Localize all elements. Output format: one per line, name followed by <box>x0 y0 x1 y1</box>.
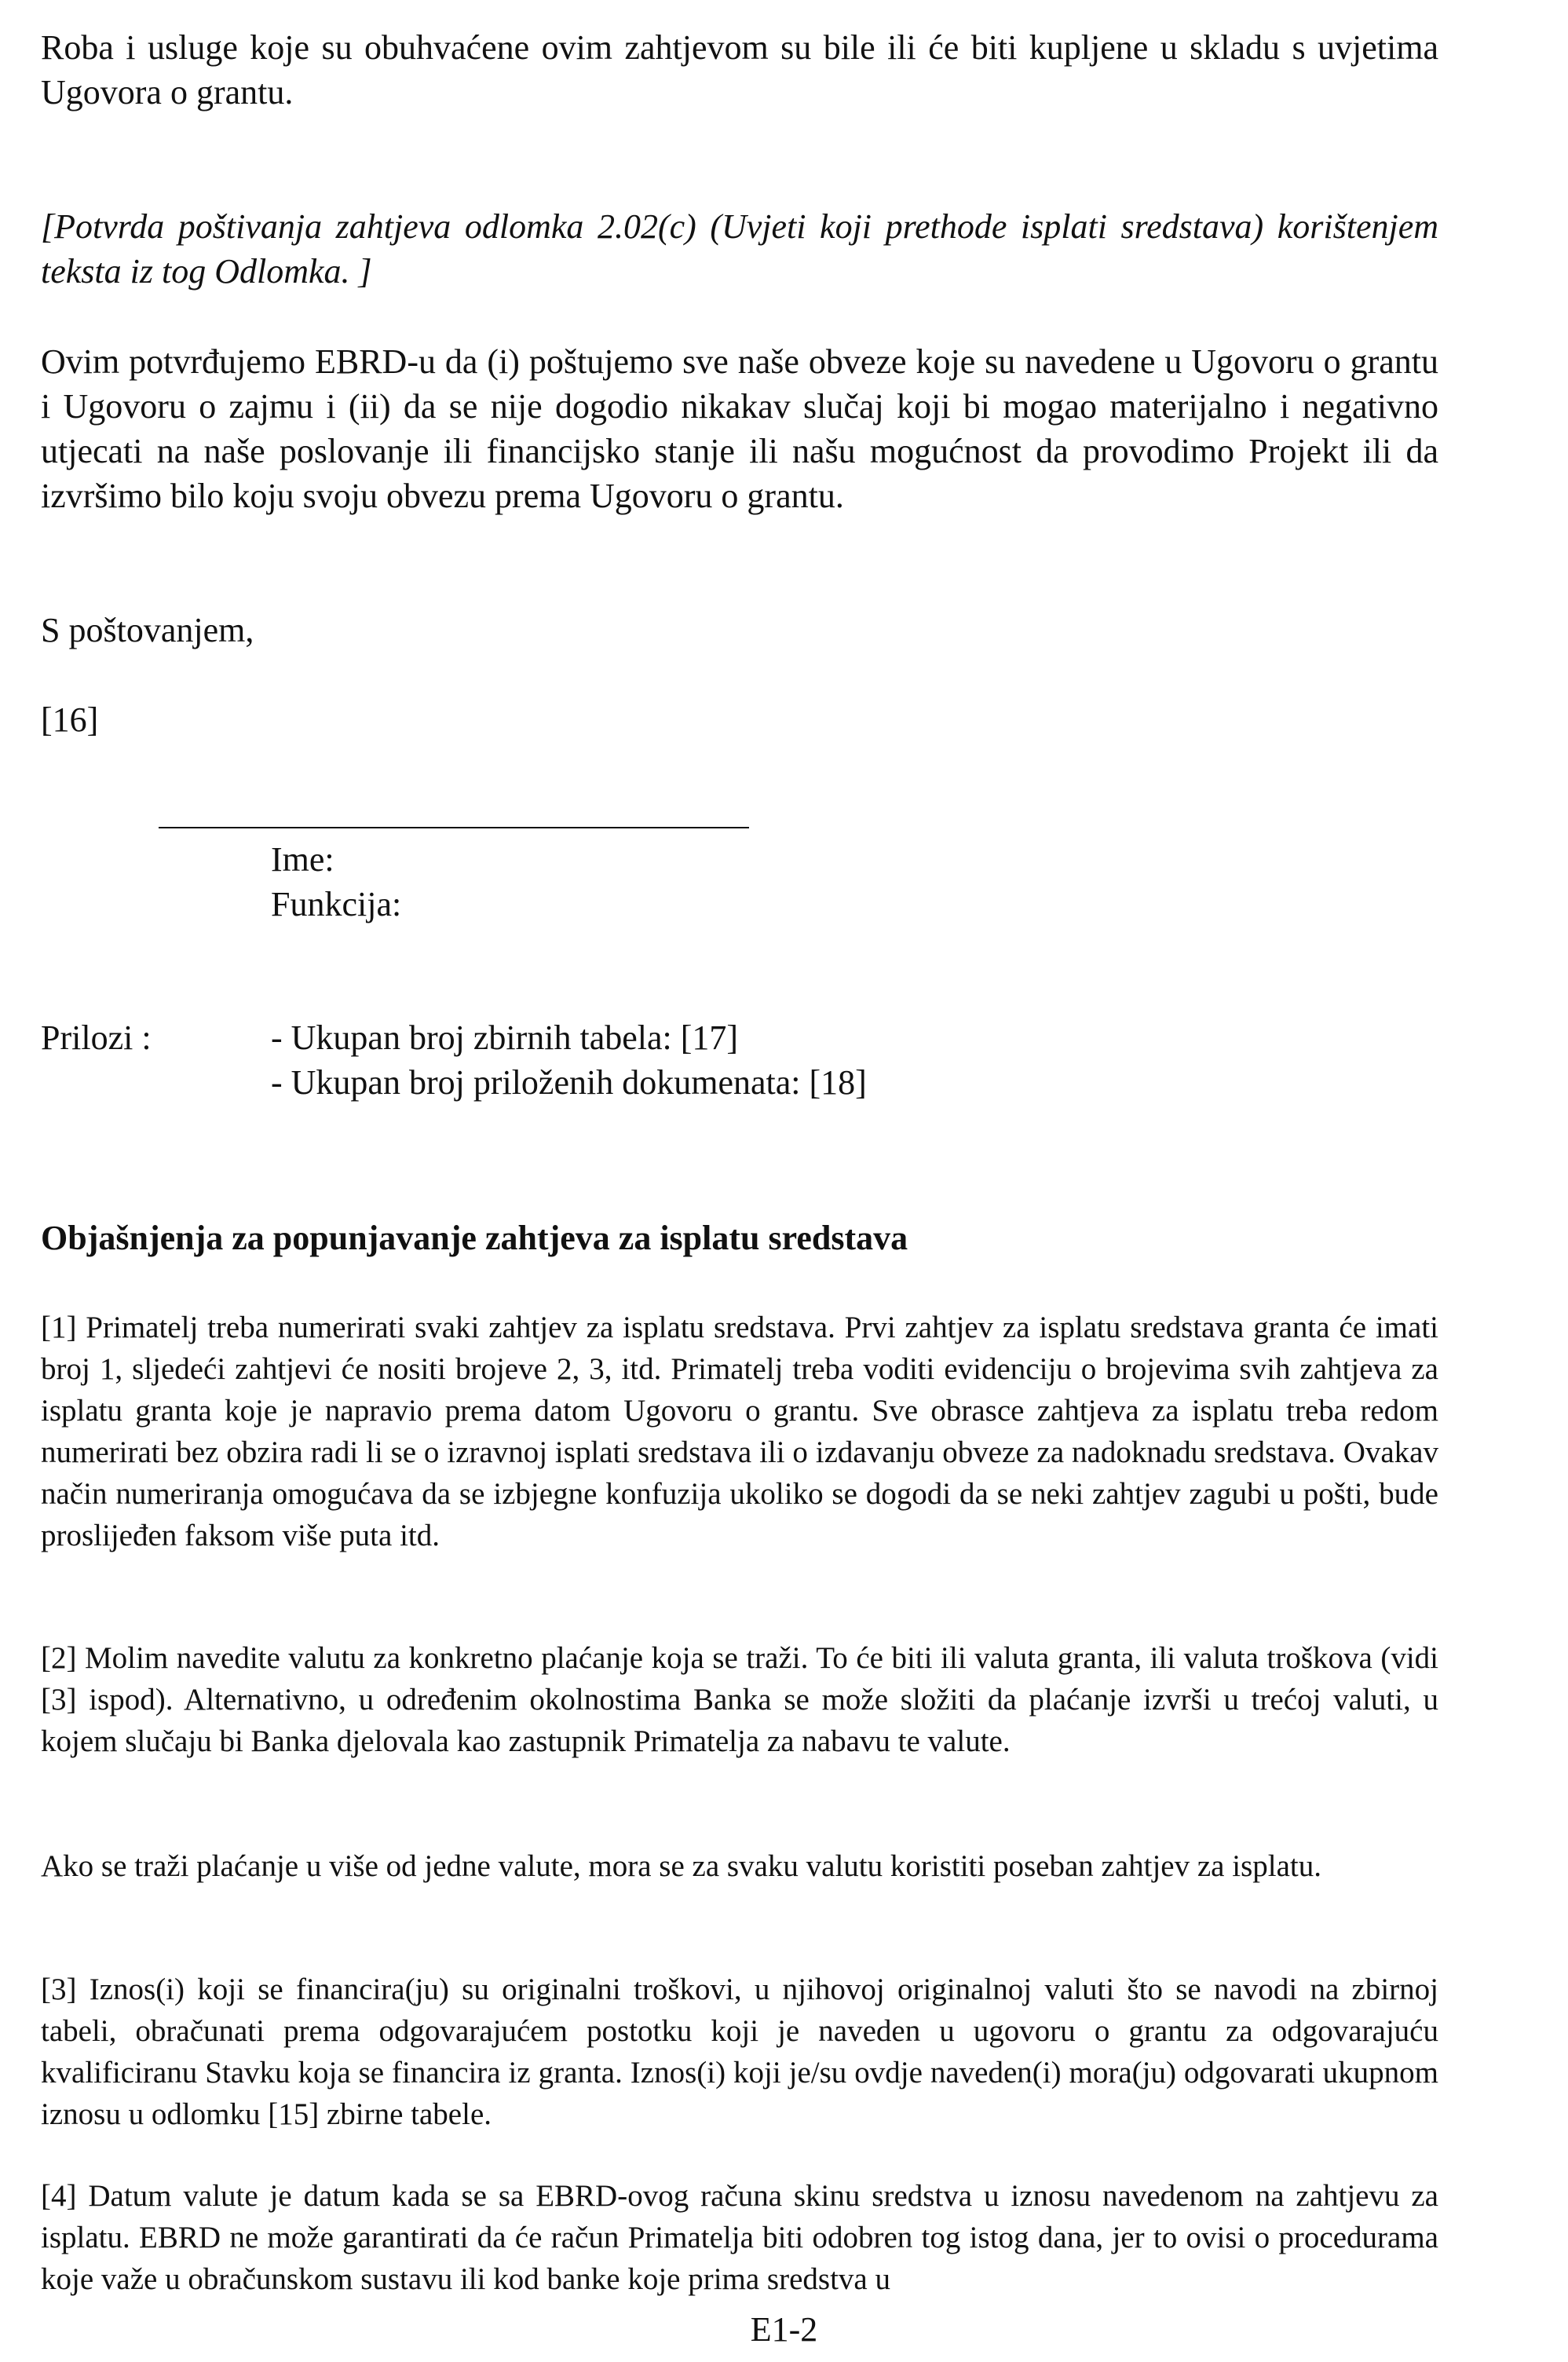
name-label: Ime: <box>271 840 334 879</box>
note-2-multiple-currencies: Ako se traži plaćanje u više od jedne valute, mora se za svaku valutu koristiti poseban zahtjev za isplatu. <box>41 1849 1321 1883</box>
section-heading: Objašnjenja za popunjavanje zahtjeva za isplatu sredstava <box>41 1219 908 1257</box>
reference-16: [16] <box>41 700 99 739</box>
note-3: [3] Iznos(i) koji se financira(ju) su originalni troškovi, u njihovoj originalnoj valuti što se navodi na zbirnoj tabeli, obračunati prema odgovarajućem postotku koji je naveden u ugovoru o grantu za odgovarajuću kvalificiranu Stavku koja se financira iz granta. Iznos(i) koji je/su ovdje naveden(i) mora(ju) odgovarati ukupnom iznosu u odlomku [15] zbirne tabele. <box>41 1973 1438 2131</box>
note-1: [1] Primatelj treba numerirati svaki zahtjev za isplatu sredstava. Prvi zahtjev za isplatu sredstava granta će imati broj 1, sljedeći zahtjevi će nositi brojeve 2, 3, itd. Primatelj treba voditi evidenciju o brojevima svih zahtjeva za isplatu granta koje je napravio prema datom Ugovoru o grantu. Sve obrasce zahtjeva za isplatu treba redom numerirati bez obzira radi li se o izravnoj isplati sredstava ili o izdavanju obveze za nadoknadu sredstava. Ovakav način numeriranja omogućava da se izbjegne konfuzija ukoliko se dogodi da se neki zahtjev zagubi u pošti, bude proslijeđen faksom više puta itd. <box>41 1311 1438 1552</box>
attachments-label: Prilozi : <box>41 1018 152 1057</box>
attachment-item-documents: - Ukupan broj priloženih dokumenata: [18] <box>271 1063 867 1102</box>
paragraph-goods-services: Roba i usluge koje su obuhvaćene ovim zahtjevom su bile ili će biti kupljene u skladu s uvjetima Ugovora o grantu. <box>41 28 1438 112</box>
attachment-item-summary-tables: - Ukupan broj zbirnih tabela: [17] <box>271 1018 739 1057</box>
signature-line <box>159 827 749 828</box>
note-4: [4] Datum valute je datum kada se sa EBRD-ovog računa skinu sredstva u iznosu navedenom na zahtjevu za isplatu. EBRD ne može garantirati da će račun Primatelja biti odobren tog istog dana, jer to ovisi o procedurama koje važe u obračunskom sustavu ili kod banke koje prima sredstva u <box>41 2179 1438 2296</box>
closing-salutation: S poštovanjem, <box>41 611 254 649</box>
function-label: Funkcija: <box>271 885 402 923</box>
note-2: [2] Molim navedite valutu za konkretno plaćanje koja se traži. To će biti ili valuta granta, ili valuta troškova (vidi [3] ispod). Alternativno, u određenim okolnostima Banka se može složiti da plaćanje izvrši u trećoj valuti, u kojem slučaju bi Banka djelovala kao zastupnik Primatelja za nabavu te valute. <box>41 1641 1438 1758</box>
paragraph-confirmation: Ovim potvrđujemo EBRD-u da (i) poštujemo sve naše obveze koje su navedene u Ugovoru o grantu i Ugovoru o zajmu i (ii) da se nije dogodio nikakav slučaj koji bi mogao materijalno i negativno utjecati na naše poslovanje ili financijsko stanje ili našu mogućnost da provodimo Projekt ili da izvršimo bilo koju svoju obvezu prema Ugovoru o grantu. <box>41 342 1438 515</box>
paragraph-confirmation-instruction: [Potvrda poštivanja zahtjeva odlomka 2.02(c) (Uvjeti koji prethode isplati sredstava) korištenjem teksta iz tog Odlomka. ] <box>41 207 1438 291</box>
page-number: E1-2 <box>750 2310 818 2349</box>
